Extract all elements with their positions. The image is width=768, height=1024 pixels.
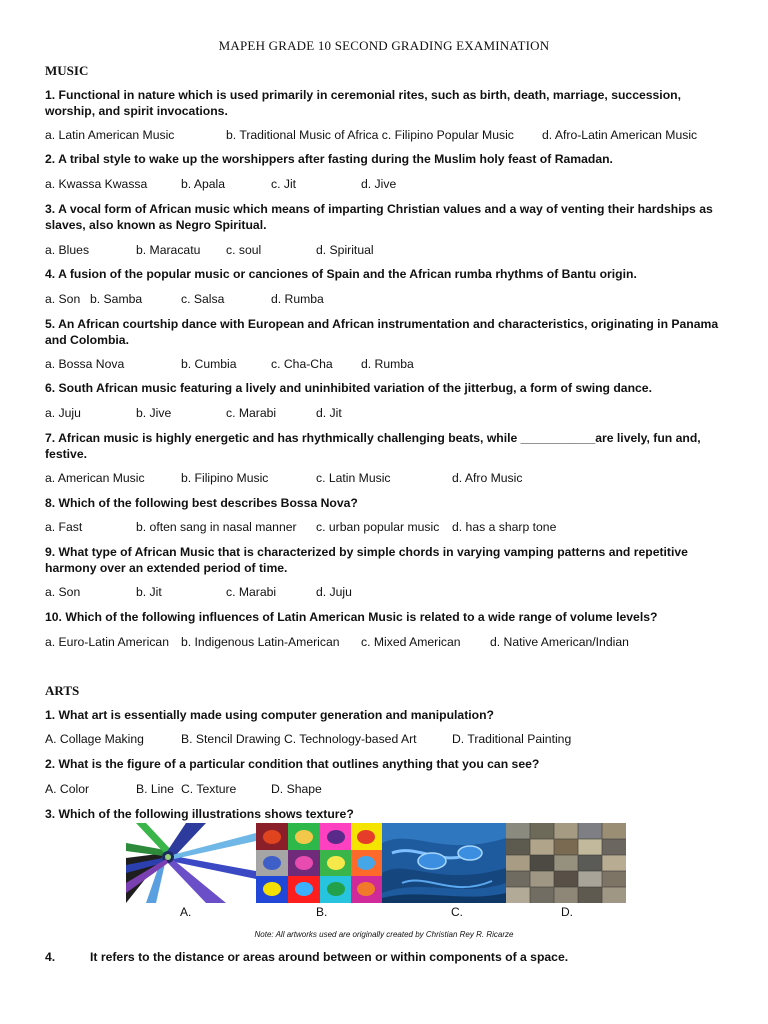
choice: d. has a sharp tone: [452, 520, 557, 534]
choice: d. Native American/Indian: [490, 635, 629, 649]
choice: C. Texture: [181, 782, 237, 796]
music-question-2: 2. A tribal style to wake up the worshippers after fasting during the Muslim holy feast of Ramadan.: [45, 152, 613, 166]
music-heading: MUSIC: [45, 63, 89, 78]
choice: a. Son: [45, 585, 81, 599]
music-choices-10: [45, 634, 745, 650]
choice: d. Afro Music: [452, 471, 523, 485]
choice: d. Juju: [316, 585, 352, 599]
arts-question-2: 2. What is the figure of a particular condition that outlines anything that you can see?: [45, 757, 540, 771]
choice: b. Apala: [181, 177, 226, 191]
arts-question-4: It refers to the distance or areas around between or within components of a space.: [90, 950, 569, 964]
choice: a. Juju: [45, 406, 81, 420]
choice: c. Cha-Cha: [271, 357, 333, 371]
music-choices-5: [45, 356, 745, 372]
choice: a. American Music: [45, 471, 145, 485]
choice: d. Jive: [361, 177, 397, 191]
choice: D. Traditional Painting: [452, 732, 572, 746]
choice: c. soul: [226, 243, 262, 257]
illustration-label-a: A.: [180, 905, 192, 919]
choice: b. Samba: [90, 292, 143, 306]
music-question-1: 1. Functional in nature which is used primarily in ceremonial rites, such as birth, death, marriage, succession, worship, and spirit invocations.: [45, 88, 681, 118]
choice: b. Traditional Music of Africa c. Filipino Popular Music: [226, 128, 514, 142]
music-question-8: 8. Which of the following best describes Bossa Nova?: [45, 496, 358, 510]
choice: a. Euro-Latin American: [45, 635, 169, 649]
choice: c. Mixed American: [361, 635, 461, 649]
choice: a. Kwassa Kwassa: [45, 177, 148, 191]
music-question-4: 4. A fusion of the popular music or canciones of Spain and the African rumba rhythms of Bantu origin.: [45, 267, 637, 281]
music-question-7: 7. African music is highly energetic and has rhythmically challenging beats, while ___________are lively, fun and, festive.: [45, 431, 701, 461]
choice: a. Fast: [45, 520, 83, 534]
music-question-9: 9. What type of African Music that is characterized by simple chords in varying vamping patterns and repetitive harmony over an extended period of time.: [45, 545, 688, 575]
choice: B. Stencil Drawing C. Technology-based Art: [181, 732, 417, 746]
arts-heading: ARTS: [45, 683, 80, 698]
choice: a. Son: [45, 292, 81, 306]
choice: A. Collage Making: [45, 732, 144, 746]
choice: b. Jit: [136, 585, 162, 599]
arts-choices-1: [45, 731, 745, 747]
artwork-note: Note: All artworks used are originally created by Christian Rey R. Ricarze: [254, 930, 514, 939]
choice: A. Color: [45, 782, 90, 796]
choice: b. Maracatu: [136, 243, 201, 257]
music-choices-7: [45, 470, 745, 486]
choice: c. Marabi: [226, 406, 277, 420]
choice: a. Blues: [45, 243, 90, 257]
choice: d. Rumba: [361, 357, 414, 371]
choice: c. urban popular music: [316, 520, 440, 534]
arts-question-4-number: 4.: [45, 950, 56, 964]
choice: a. Latin American Music: [45, 128, 175, 142]
music-question-6: 6. South African music featuring a lively and uninhibited variation of the jitterbug, a form of swing dance.: [45, 381, 652, 395]
choice: b. Cumbia: [181, 357, 237, 371]
choice: b. Filipino Music: [181, 471, 269, 485]
choice: c. Latin Music: [316, 471, 391, 485]
choice: D. Shape: [271, 782, 322, 796]
choice: c. Salsa: [181, 292, 225, 306]
arts-question-3: 3. Which of the following illustrations shows texture?: [45, 807, 354, 821]
music-choices-3: [45, 242, 745, 258]
music-choices-4: [45, 291, 745, 307]
choice: c. Marabi: [226, 585, 277, 599]
exam-title: MAPEH GRADE 10 SECOND GRADING EXAMINATION: [218, 38, 550, 53]
illustration-label-b: B.: [316, 905, 328, 919]
music-choices-1: [45, 127, 745, 143]
arts-choices-2: [45, 781, 745, 797]
choice: d. Spiritual: [316, 243, 374, 257]
choice: b. often sang in nasal manner: [136, 520, 297, 534]
choice: c. Jit: [271, 177, 297, 191]
music-choices-9: [45, 584, 745, 600]
choice: b. Indigenous Latin-American: [181, 635, 340, 649]
illustration-a: [126, 823, 256, 903]
choice: b. Jive: [136, 406, 172, 420]
illustration-label-d: D.: [561, 905, 573, 919]
music-question-5: 5. An African courtship dance with European and African instrumentation and characteristics, originating in Panama and Colombia.: [45, 317, 719, 347]
music-choices-8: [45, 519, 745, 535]
music-choices-2: [45, 176, 745, 192]
illustration-c: [382, 823, 506, 903]
arts-question-1: 1. What art is essentially made using computer generation and manipulation?: [45, 708, 494, 722]
music-question-10: 10. Which of the following influences of Latin American Music is related to a wide range of volume levels?: [45, 610, 658, 624]
choice: d. Rumba: [271, 292, 324, 306]
illustration-d: [506, 823, 626, 903]
choice: B. Line: [136, 782, 174, 796]
choice: d. Jit: [316, 406, 342, 420]
choice: a. Bossa Nova: [45, 357, 125, 371]
illustration-label-c: C.: [451, 905, 463, 919]
choice: d. Afro-Latin American Music: [542, 128, 698, 142]
music-question-3: 3. A vocal form of African music which means of imparting Christian values and a way of venting their hardships as slaves, also known as Negro Spiritual.: [45, 202, 713, 232]
music-choices-6: [45, 405, 745, 421]
illustration-b: [256, 823, 382, 903]
